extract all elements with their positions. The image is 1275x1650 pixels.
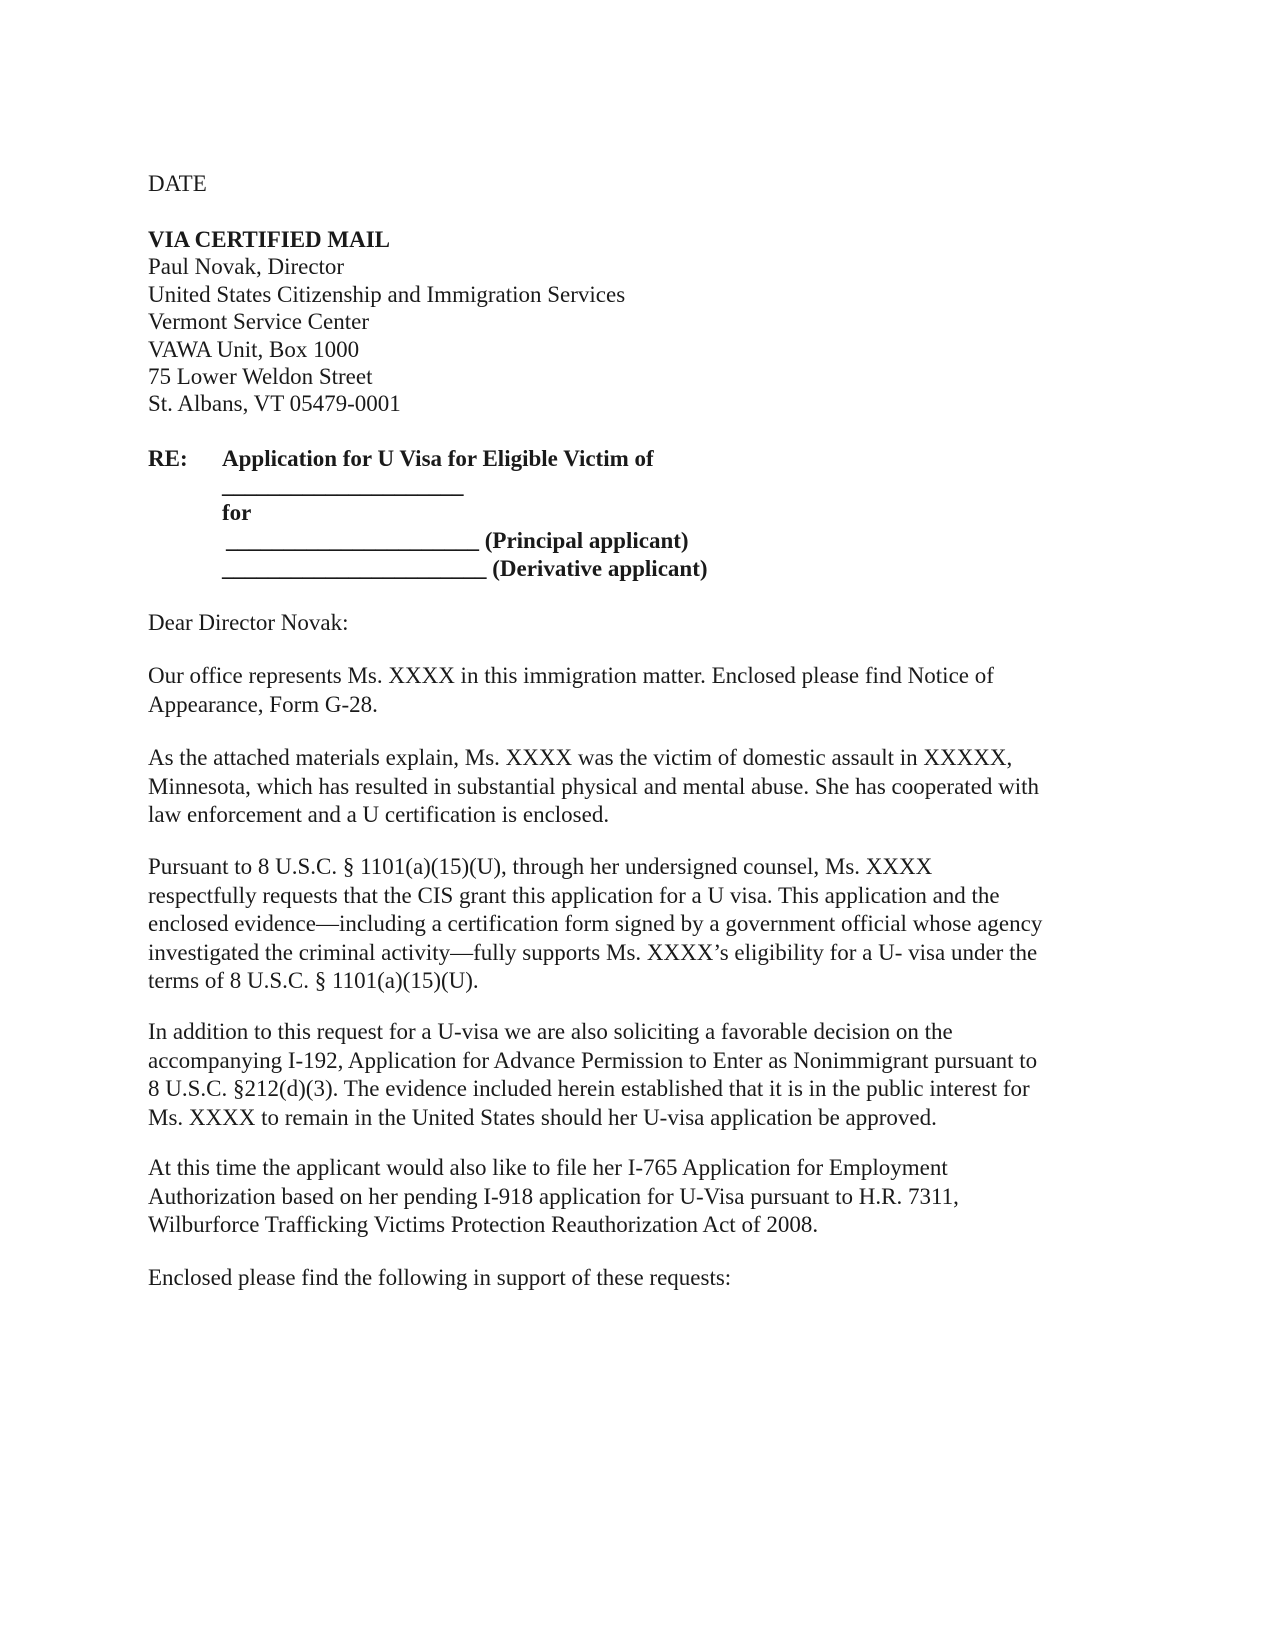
address-line: 75 Lower Weldon Street — [148, 364, 373, 389]
re-principal-applicant: ______________________ (Principal applicant) — [226, 528, 689, 553]
paragraph-request — [148, 853, 1138, 996]
salutation: Dear Director Novak: — [148, 610, 349, 635]
paragraph-representation — [148, 662, 1138, 719]
re-for: for — [222, 500, 252, 525]
paragraph-line: In addition to this request for a U-visa we are also soliciting a favorable decision on the — [148, 1019, 953, 1044]
paragraph-line: law enforcement and a U certification is enclosed. — [148, 802, 610, 827]
address-line: Vermont Service Center — [148, 309, 369, 334]
re-derivative-applicant: _______________________ (Derivative applicant) — [222, 556, 708, 581]
delivery-method: VIA CERTIFIED MAIL — [148, 227, 391, 252]
address-line: Paul Novak, Director — [148, 254, 345, 279]
paragraph-line: Authorization based on her pending I-918 application for U-Visa pursuant to H.R. 7311, — [148, 1183, 959, 1209]
paragraph-i192 — [148, 1018, 1138, 1132]
re-label: RE: — [148, 446, 188, 471]
paragraph-victim-background — [148, 744, 1138, 830]
paragraph-line: Wilburforce Trafficking Victims Protection Reauthorization Act of 2008. — [148, 1212, 819, 1237]
paragraph-line: 8 U.S.C. §212(d)(3). The evidence included herein established that it is in the public interest for — [148, 1076, 1030, 1101]
paragraph-line: Our office represents Ms. XXXX in this immigration matter. Enclosed please find Notice of — [148, 663, 994, 688]
letter-date: DATE — [148, 171, 207, 196]
address-line: United States Citizenship and Immigration Services — [148, 282, 626, 307]
re-victim-blank: _____________________ — [222, 473, 464, 498]
paragraph-line: respectfully requests that the CIS grant this application for a U visa. This application and the — [148, 882, 1000, 908]
address-line: VAWA Unit, Box 1000 — [148, 337, 360, 362]
paragraph-line: accompanying I-192, Application for Advance Permission to Enter as Nonimmigrant pursuant to — [148, 1047, 1038, 1073]
paragraph-line: enclosed evidence—including a certification form signed by a government official whose agency — [148, 911, 1043, 936]
paragraph-line: terms of 8 U.S.C. § 1101(a)(15)(U). — [148, 968, 479, 993]
paragraph-line: Appearance, Form G-28. — [148, 691, 378, 717]
address-line: St. Albans, VT 05479-0001 — [148, 391, 401, 416]
paragraph-line: Minnesota, which has resulted in substantial physical and mental abuse. She has cooperated with — [148, 773, 1040, 799]
paragraph-line: At this time the applicant would also like to file her I-765 Application for Employment — [148, 1155, 948, 1180]
paragraph-line: As the attached materials explain, Ms. XXXX was the victim of domestic assault in XXXXX, — [148, 745, 1013, 770]
paragraph-i765 — [148, 1154, 1138, 1240]
paragraph-line: Enclosed please find the following in support of these requests: — [148, 1265, 732, 1290]
paragraph-enclosures — [148, 1264, 1138, 1293]
paragraph-line: investigated the criminal activity—fully supports Ms. XXXX’s eligibility for a U- visa under the — [148, 939, 1038, 965]
paragraph-line: Pursuant to 8 U.S.C. § 1101(a)(15)(U), through her undersigned counsel, Ms. XXXX — [148, 854, 933, 879]
re-subject: Application for U Visa for Eligible Victim of — [222, 446, 654, 471]
paragraph-line: Ms. XXXX to remain in the United States should her U-visa application be approved. — [148, 1104, 937, 1130]
